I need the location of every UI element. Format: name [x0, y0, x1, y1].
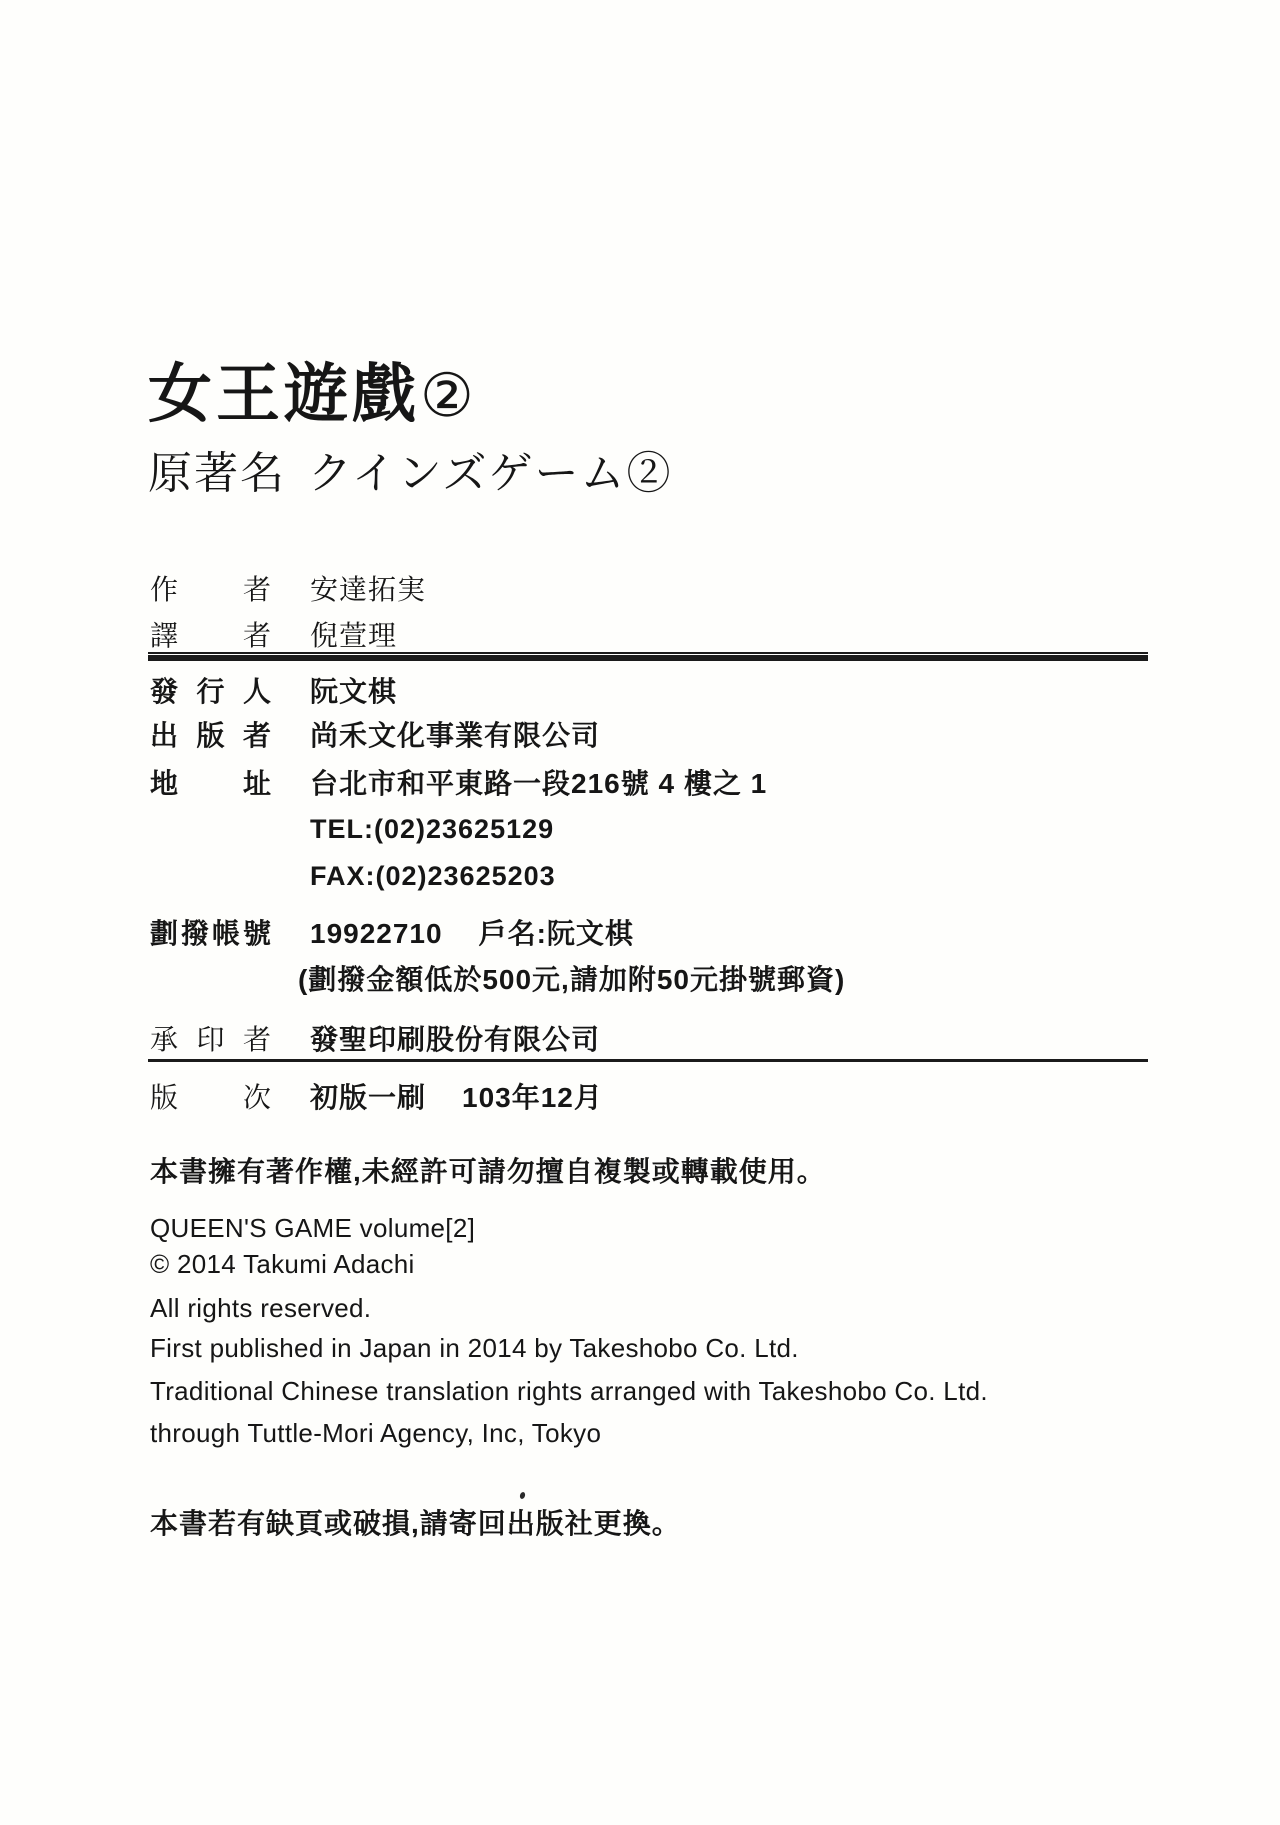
exchange-notice-cn: 本書若有缺頁或破損,請寄回出版社更換。: [150, 1508, 681, 1539]
original-title-line: [148, 448, 673, 499]
translator-row: [150, 614, 397, 654]
printer-label: 承印者: [150, 1024, 272, 1055]
copyright-notice-cn: 本書擁有著作權,未經許可請勿擅自複製或轉載使用。: [150, 1156, 826, 1187]
english-line-translation-rights: Traditional Chinese translation rights arranged with Takeshobo Co. Ltd.: [150, 1376, 988, 1406]
postal-account-label: 劃撥帳號: [150, 918, 272, 949]
postal-account-row: [150, 912, 634, 952]
author-value: 安達拓実: [310, 574, 427, 605]
postal-account-number: 19922710: [310, 918, 443, 949]
postal-note: (劃撥金額低於500元,請加附50元掛號郵資): [298, 964, 846, 995]
author-label: 作者: [150, 574, 272, 605]
publisher-value: 尚禾文化事業有限公司: [310, 720, 601, 751]
publisher-row: [150, 714, 600, 754]
original-title-value: クインズゲーム②: [308, 448, 673, 499]
publisher-label: 出版者: [150, 720, 272, 751]
author-row: [150, 568, 426, 608]
edition-date: 103年12月: [462, 1082, 603, 1113]
fax-line: FAX:(02)23625203: [310, 861, 556, 891]
edition-value: 初版一刷: [310, 1082, 427, 1113]
english-line-copyright: © 2014 Takumi Adachi: [150, 1249, 415, 1279]
edition-row: [150, 1076, 603, 1116]
translator-value: 倪萱理: [310, 620, 398, 651]
english-line-rights: All rights reserved.: [150, 1293, 372, 1323]
postal-account-holder: 戶名:阮文棋: [478, 918, 634, 949]
english-line-first-published: First published in Japan in 2014 by Takeshobo Co. Ltd.: [150, 1333, 799, 1363]
divider-top: [148, 654, 1148, 661]
english-line-title: QUEEN'S GAME volume[2]: [150, 1213, 476, 1243]
issuer-value: 阮文棋: [310, 676, 398, 707]
translator-label: 譯者: [150, 620, 272, 651]
original-title-label: 原著名: [148, 448, 286, 499]
address-value: 台北市和平東路一段216號 4 樓之 1: [310, 768, 768, 799]
printer-value: 發聖印刷股份有限公司: [310, 1024, 601, 1055]
volume-badge: ②: [420, 361, 478, 431]
scan-speck: [519, 1491, 526, 1499]
book-title-text: 女王遊戲: [148, 358, 420, 430]
issuer-row: [150, 670, 397, 710]
divider-bottom: [148, 1059, 1148, 1062]
edition-label: 版次: [150, 1082, 272, 1113]
address-row: [150, 762, 767, 802]
address-label: 地址: [150, 768, 272, 799]
printer-row: [150, 1018, 600, 1058]
tel-line: TEL:(02)23625129: [310, 814, 555, 844]
english-line-agency: through Tuttle-Mori Agency, Inc, Tokyo: [150, 1418, 602, 1448]
book-title: [148, 358, 478, 431]
issuer-label: 發行人: [150, 676, 272, 707]
